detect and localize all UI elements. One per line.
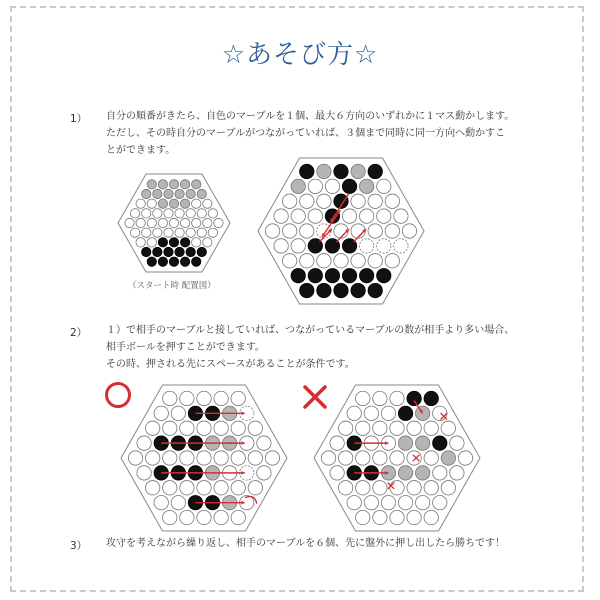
empty-hole — [171, 406, 185, 420]
black-marble — [368, 283, 382, 297]
empty-hole — [169, 218, 178, 227]
empty-hole — [334, 254, 348, 268]
empty-hole — [171, 495, 185, 509]
empty-hole — [154, 495, 168, 509]
empty-hole — [125, 218, 134, 227]
black-marble — [169, 238, 178, 247]
step-2-text — [106, 322, 514, 373]
empty-hole — [231, 391, 245, 405]
black-marble — [180, 257, 189, 266]
empty-hole — [347, 406, 361, 420]
empty-hole — [192, 199, 201, 208]
empty-hole — [373, 391, 387, 405]
empty-hole — [180, 218, 189, 227]
black-marble — [368, 164, 382, 178]
black-marble — [175, 247, 184, 256]
empty-hole — [424, 510, 438, 524]
empty-hole — [274, 239, 288, 253]
gray-marble — [169, 180, 178, 189]
empty-hole — [136, 218, 145, 227]
empty-hole — [300, 194, 314, 208]
empty-hole — [142, 209, 151, 218]
empty-hole — [351, 194, 365, 208]
empty-hole — [274, 209, 288, 223]
black-marble — [342, 179, 356, 193]
gray-marble — [158, 180, 167, 189]
empty-hole — [291, 239, 305, 253]
step-2-number: 2） — [70, 327, 88, 339]
empty-hole — [163, 421, 177, 435]
empty-hole — [214, 481, 228, 495]
empty-hole — [407, 451, 421, 465]
empty-hole — [180, 421, 194, 435]
black-marble — [300, 164, 314, 178]
empty-hole — [175, 228, 184, 237]
empty-hole — [158, 218, 167, 227]
black-marble — [398, 406, 412, 420]
empty-hole — [385, 194, 399, 208]
empty-hole — [175, 209, 184, 218]
empty-hole — [231, 510, 245, 524]
empty-hole — [180, 510, 194, 524]
empty-hole — [197, 451, 211, 465]
empty-hole — [330, 466, 344, 480]
empty-hole — [424, 451, 438, 465]
empty-hole — [450, 436, 464, 450]
empty-hole — [197, 391, 211, 405]
empty-hole — [330, 436, 344, 450]
empty-hole — [424, 421, 438, 435]
empty-hole — [180, 451, 194, 465]
empty-hole — [142, 228, 151, 237]
empty-hole — [381, 406, 395, 420]
empty-hole — [390, 451, 404, 465]
empty-hole — [338, 421, 352, 435]
black-marble — [325, 268, 339, 282]
empty-hole — [385, 224, 399, 238]
empty-hole — [197, 228, 206, 237]
empty-hole — [347, 495, 361, 509]
empty-hole — [147, 238, 156, 247]
empty-hole — [381, 495, 395, 509]
empty-hole — [368, 254, 382, 268]
empty-hole — [145, 451, 159, 465]
empty-hole — [231, 481, 245, 495]
empty-hole — [164, 228, 173, 237]
empty-hole — [373, 510, 387, 524]
empty-hole — [385, 254, 399, 268]
gray-marble — [192, 180, 201, 189]
empty-hole — [208, 209, 217, 218]
black-marble — [197, 247, 206, 256]
empty-hole — [377, 209, 391, 223]
empty-hole — [441, 481, 455, 495]
empty-hole — [407, 481, 421, 495]
black-marble — [153, 247, 162, 256]
empty-hole — [203, 238, 212, 247]
black-marble — [142, 247, 151, 256]
empty-hole — [402, 224, 416, 238]
empty-hole — [373, 451, 387, 465]
gray-marble — [175, 189, 184, 198]
empty-hole — [231, 451, 245, 465]
step-1-number: 1） — [70, 113, 88, 125]
empty-hole — [458, 451, 472, 465]
empty-hole — [368, 194, 382, 208]
black-marble — [433, 436, 447, 450]
empty-hole — [180, 391, 194, 405]
gray-marble — [317, 164, 331, 178]
empty-hole — [197, 510, 211, 524]
black-marble — [407, 391, 421, 405]
empty-hole — [338, 451, 352, 465]
black-marble — [169, 257, 178, 266]
empty-hole — [390, 421, 404, 435]
empty-hole — [390, 481, 404, 495]
empty-hole — [441, 421, 455, 435]
gray-marble — [398, 466, 412, 480]
gray-marble — [142, 189, 151, 198]
empty-hole — [359, 239, 373, 253]
empty-hole — [208, 228, 217, 237]
empty-hole — [317, 254, 331, 268]
page-title: ☆あそび方☆ — [221, 40, 379, 70]
empty-hole — [130, 228, 139, 237]
black-marble — [317, 283, 331, 297]
start-caption: （スタート時 配置図） — [128, 281, 216, 291]
step-2-line-2: 相手ボールを押すことができます。 — [106, 342, 265, 353]
step-2-line-1: １）で相手のマーブルと接していれば、つながっているマーブルの数が相手より多い場合、 — [106, 325, 515, 336]
push-forbidden-board — [313, 384, 481, 532]
black-marble — [377, 268, 391, 282]
empty-hole — [433, 495, 447, 509]
empty-hole — [147, 199, 156, 208]
empty-hole — [163, 510, 177, 524]
empty-hole — [128, 451, 142, 465]
empty-hole — [300, 224, 314, 238]
black-marble — [334, 283, 348, 297]
empty-hole — [248, 421, 262, 435]
empty-hole — [317, 194, 331, 208]
gray-marble — [147, 180, 156, 189]
empty-hole — [197, 481, 211, 495]
gray-marble — [441, 451, 455, 465]
empty-hole — [282, 194, 296, 208]
black-marble — [291, 268, 305, 282]
empty-hole — [407, 421, 421, 435]
black-marble — [359, 268, 373, 282]
empty-hole — [130, 209, 139, 218]
black-marble — [192, 257, 201, 266]
step-2-line-3: その時、押される先にスペースがあることが条件です。 — [106, 359, 355, 370]
empty-hole — [291, 209, 305, 223]
black-marble — [300, 283, 314, 297]
empty-hole — [214, 391, 228, 405]
empty-hole — [164, 209, 173, 218]
empty-hole — [377, 239, 391, 253]
gray-marble — [415, 466, 429, 480]
black-marble — [334, 164, 348, 178]
gray-marble — [415, 436, 429, 450]
empty-hole — [300, 254, 314, 268]
empty-hole — [265, 451, 279, 465]
black-marble — [158, 257, 167, 266]
empty-hole — [424, 481, 438, 495]
empty-hole — [368, 224, 382, 238]
black-marble — [308, 268, 322, 282]
empty-hole — [186, 228, 195, 237]
empty-hole — [377, 179, 391, 193]
step-1-line-1: 自分の順番がきたら、自色のマーブルを１個、最大６方向のいずれかに１マス動かします。 — [106, 111, 515, 122]
empty-hole — [197, 421, 211, 435]
empty-hole — [137, 466, 151, 480]
empty-hole — [153, 209, 162, 218]
empty-hole — [407, 510, 421, 524]
empty-hole — [203, 199, 212, 208]
empty-hole — [342, 209, 356, 223]
gray-marble — [169, 199, 178, 208]
empty-hole — [308, 209, 322, 223]
step-3-text — [106, 535, 505, 552]
empty-hole — [282, 254, 296, 268]
empty-hole — [145, 481, 159, 495]
black-marble — [424, 391, 438, 405]
gray-marble — [186, 189, 195, 198]
empty-hole — [137, 436, 151, 450]
empty-hole — [214, 421, 228, 435]
empty-hole — [136, 199, 145, 208]
empty-hole — [180, 481, 194, 495]
empty-hole — [356, 391, 370, 405]
gray-marble — [164, 189, 173, 198]
empty-hole — [351, 254, 365, 268]
empty-hole — [450, 466, 464, 480]
empty-hole — [356, 510, 370, 524]
gray-marble — [398, 436, 412, 450]
empty-hole — [136, 238, 145, 247]
empty-hole — [248, 481, 262, 495]
empty-hole — [308, 179, 322, 193]
gray-marble — [291, 179, 305, 193]
empty-hole — [321, 451, 335, 465]
empty-hole — [214, 218, 223, 227]
empty-hole — [415, 495, 429, 509]
black-marble — [186, 247, 195, 256]
black-marble — [342, 268, 356, 282]
gray-marble — [158, 199, 167, 208]
empty-hole — [394, 209, 408, 223]
gray-marble — [197, 189, 206, 198]
empty-hole — [364, 406, 378, 420]
black-marble — [180, 238, 189, 247]
empty-hole — [203, 218, 212, 227]
empty-hole — [214, 451, 228, 465]
empty-hole — [231, 421, 245, 435]
empty-hole — [373, 421, 387, 435]
empty-hole — [257, 436, 271, 450]
empty-hole — [394, 239, 408, 253]
step-1-text — [106, 108, 514, 159]
black-marble — [158, 238, 167, 247]
empty-hole — [356, 481, 370, 495]
step-1-line-3: とができます。 — [106, 145, 176, 156]
empty-hole — [373, 481, 387, 495]
step-3-line-1: 攻守を考えながら繰り返し、相手のマーブルを６個、先に盤外に押し出したら勝ちです！ — [106, 538, 505, 549]
black-marble — [147, 257, 156, 266]
empty-hole — [433, 406, 447, 420]
start-board-diagram — [117, 173, 231, 273]
empty-hole — [338, 481, 352, 495]
empty-hole — [282, 224, 296, 238]
empty-hole — [186, 209, 195, 218]
empty-hole — [145, 421, 159, 435]
gray-marble — [351, 164, 365, 178]
empty-hole — [265, 224, 279, 238]
empty-hole — [364, 495, 378, 509]
empty-hole — [192, 218, 201, 227]
gray-marble — [153, 189, 162, 198]
empty-hole — [390, 510, 404, 524]
black-marble — [164, 247, 173, 256]
empty-hole — [153, 228, 162, 237]
step-3-number: 3） — [70, 540, 88, 552]
empty-hole — [197, 209, 206, 218]
gray-marble — [180, 199, 189, 208]
empty-hole — [248, 451, 262, 465]
empty-hole — [359, 209, 373, 223]
move-example-board — [257, 157, 425, 305]
empty-hole — [214, 510, 228, 524]
empty-hole — [154, 406, 168, 420]
empty-hole — [163, 481, 177, 495]
empty-hole — [390, 391, 404, 405]
empty-hole — [192, 238, 201, 247]
step-1-line-2: ただし、その時自分のマーブルがつながっていれば、３個まで同時に同一方向へ動かすこ — [106, 128, 506, 139]
push-allowed-board — [120, 384, 288, 532]
black-marble — [351, 283, 365, 297]
gray-marble — [359, 179, 373, 193]
empty-hole — [398, 495, 412, 509]
empty-hole — [356, 451, 370, 465]
empty-hole — [325, 179, 339, 193]
empty-hole — [163, 391, 177, 405]
empty-hole — [257, 466, 271, 480]
empty-hole — [433, 466, 447, 480]
empty-hole — [163, 451, 177, 465]
empty-hole — [356, 421, 370, 435]
empty-hole — [147, 218, 156, 227]
gray-marble — [180, 180, 189, 189]
